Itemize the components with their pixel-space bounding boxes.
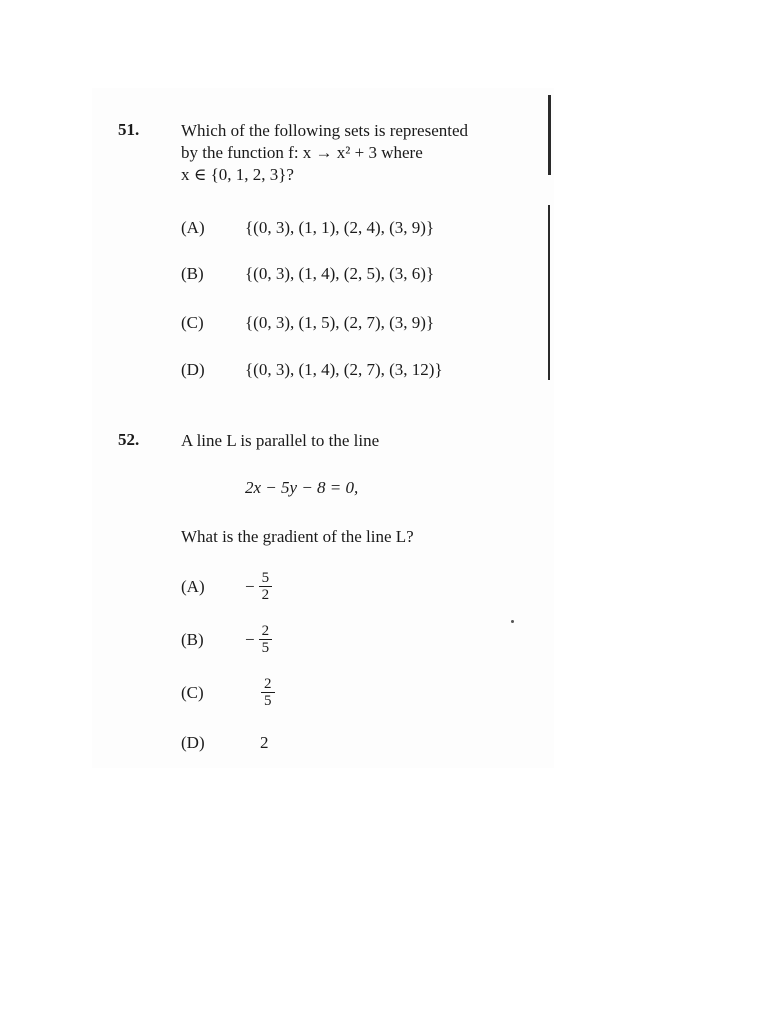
scanned-page-area — [92, 88, 554, 768]
fraction-denominator: 5 — [261, 640, 270, 656]
stem-line: Which of the following sets is represented — [181, 121, 469, 140]
answer-option-a[interactable] — [181, 218, 434, 238]
fraction-sign: − — [245, 629, 255, 649]
option-text: {(0, 3), (1, 4), (2, 5), (3, 6)} — [245, 264, 435, 283]
answer-option-a[interactable] — [181, 570, 272, 603]
option-letter: (C) — [181, 682, 204, 702]
option-letter: (D) — [181, 360, 205, 379]
option-text: {(0, 3), (1, 4), (2, 7), (3, 12)} — [245, 360, 443, 379]
question-number: 52. — [118, 430, 140, 449]
question-number: 51. — [118, 120, 140, 139]
question-prompt: What is the gradient of the line L? — [181, 527, 414, 546]
option-letter: (B) — [181, 629, 204, 649]
scan-speck — [511, 620, 514, 623]
fraction-numerator: 2 — [259, 623, 273, 640]
scan-edge-mark-top — [548, 95, 551, 175]
option-letter: (A) — [181, 576, 205, 596]
option-text: {(0, 3), (1, 5), (2, 7), (3, 9)} — [245, 313, 435, 332]
fraction-numerator: 2 — [261, 676, 275, 693]
answer-option-d[interactable] — [181, 360, 443, 380]
stem-line: x ∈ {0, 1, 2, 3}? — [181, 165, 294, 184]
line-equation: 2x − 5y − 8 = 0, — [245, 478, 359, 497]
answer-option-c[interactable] — [181, 676, 275, 709]
fraction — [257, 676, 275, 709]
fraction — [245, 623, 272, 656]
question-stem: A line L is parallel to the line — [181, 431, 380, 450]
fraction-sign: − — [245, 576, 255, 596]
option-letter: (B) — [181, 264, 204, 283]
fraction-numerator: 5 — [259, 570, 273, 587]
option-text: 2 — [260, 733, 269, 752]
option-letter: (D) — [181, 733, 205, 752]
answer-option-c[interactable] — [181, 313, 434, 333]
option-text: {(0, 3), (1, 1), (2, 4), (3, 9)} — [245, 218, 435, 237]
question-stem — [181, 120, 541, 186]
fraction-denominator: 5 — [264, 693, 272, 709]
fraction-denominator: 2 — [261, 587, 270, 603]
stem-line: by the function f: x → x² + 3 where — [181, 143, 423, 162]
option-letter: (C) — [181, 313, 204, 332]
answer-option-d[interactable] — [181, 733, 269, 753]
answer-option-b[interactable] — [181, 623, 272, 656]
scan-edge-mark-middle — [548, 205, 550, 380]
option-letter: (A) — [181, 218, 205, 237]
answer-option-b[interactable] — [181, 264, 434, 284]
fraction — [245, 570, 272, 603]
